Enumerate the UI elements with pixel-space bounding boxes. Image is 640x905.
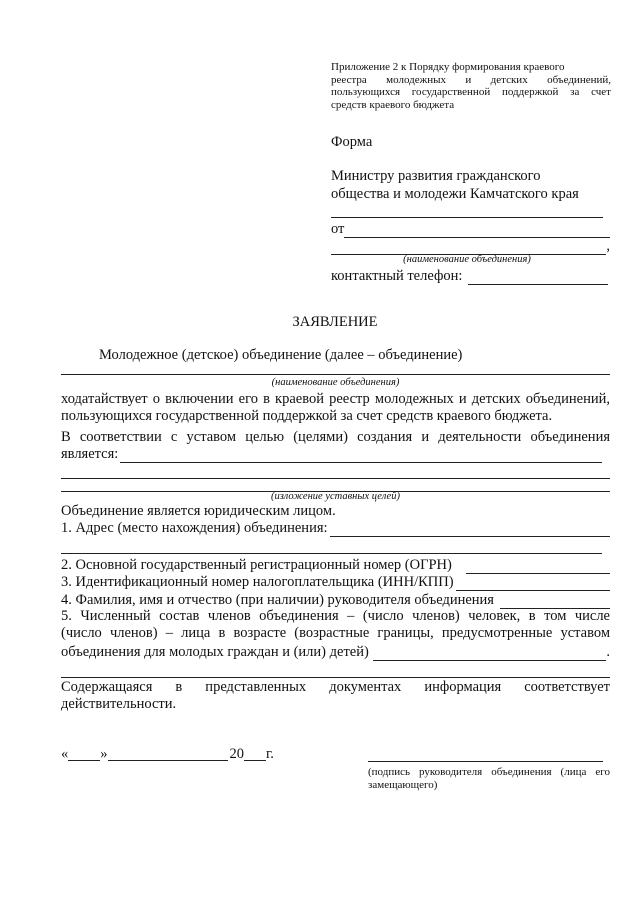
inn-blank[interactable] <box>456 577 610 591</box>
goals-line-1: В соответствии с уставом целью (целями) создания и деятельности объединения <box>61 429 610 445</box>
signature-caption-line-1: (подпись руководителя объединения (лица его <box>368 766 610 778</box>
ogrn-blank[interactable] <box>466 560 610 574</box>
from-blank[interactable] <box>344 224 610 238</box>
members-line-2: (число членов) – лица в возрасте (возрастные границы, предусмотренные уставом <box>61 625 610 641</box>
org-name-row <box>331 238 610 255</box>
date-row <box>61 746 274 763</box>
address-label: 1. Адрес (место нахождения) объединения: <box>61 520 328 536</box>
goals-row <box>61 446 602 463</box>
document-title: ЗАЯВЛЕНИЕ <box>292 314 378 330</box>
confirmation-line-2: действительности. <box>61 696 177 712</box>
year-suffix: г. <box>266 746 274 762</box>
appendix-note <box>331 61 611 111</box>
goals-caption: (изложение уставных целей) <box>271 491 400 502</box>
intro-text: Молодежное (детское) объединение (далее – объединение) <box>99 347 463 363</box>
phone-label: контактный телефон: <box>331 268 463 284</box>
signature-caption-line-2: замещающего) <box>368 778 438 791</box>
year-prefix: 20 <box>229 746 244 762</box>
appendix-line-3: пользующихся государственной поддержкой за счет <box>331 86 611 98</box>
goals-blank-1[interactable] <box>120 449 602 463</box>
year-blank[interactable] <box>244 760 266 761</box>
ogrn-row <box>61 557 610 574</box>
petition-line-1: ходатайствует о включении его в краевой реестр молодежных и детских объединений, <box>61 391 610 407</box>
legal-entity-text: Объединение является юридическим лицом. <box>61 503 336 519</box>
ogrn-label: 2. Основной государственный регистрационный номер (ОГРН) <box>61 557 452 573</box>
inn-row <box>61 574 610 591</box>
address-blank-2[interactable] <box>61 553 602 554</box>
members-label: объединения для молодых граждан и (или) детей) <box>61 644 369 660</box>
addressee-line-1: Министру развития гражданского <box>331 168 541 184</box>
comma: , <box>606 238 610 254</box>
association-name-blank[interactable] <box>61 374 610 375</box>
head-row <box>61 592 610 609</box>
members-line-1: 5. Численный состав членов объединения – (число членов) человек, в том числе <box>61 608 610 624</box>
members-blank[interactable] <box>373 647 607 661</box>
members-text <box>61 608 610 642</box>
members-period: . <box>606 644 610 660</box>
signature-blank[interactable] <box>368 761 603 762</box>
date-open-quote: « <box>61 746 69 762</box>
org-name-blank[interactable] <box>331 241 606 255</box>
form-label: Форма <box>331 134 373 150</box>
from-row <box>331 221 610 238</box>
addressee-blank-1[interactable] <box>331 217 603 218</box>
appendix-line-1: Приложение 2 к Порядку формирования краевого <box>331 61 565 73</box>
phone-row <box>331 268 608 285</box>
org-name-caption: (наименование объединения) <box>403 254 531 265</box>
address-row <box>61 520 610 537</box>
petition-text <box>61 391 610 425</box>
goals-blank-2[interactable] <box>61 478 610 479</box>
signature-caption <box>368 766 610 791</box>
confirmation-text <box>61 679 610 713</box>
from-label: от <box>331 221 345 237</box>
petition-line-2: пользующихся государственной поддержкой за счет средств краевого бюджета. <box>61 408 553 424</box>
phone-blank[interactable] <box>468 271 608 285</box>
head-label: 4. Фамилия, имя и отчество (при наличии) руководителя объединения <box>61 592 494 608</box>
members-row <box>61 644 610 661</box>
day-blank[interactable] <box>68 760 100 761</box>
confirmation-line-1: Содержащаяся в представленных документах информация соответствует <box>61 679 610 695</box>
inn-label: 3. Идентификационный номер налогоплательщика (ИНН/КПП) <box>61 574 454 590</box>
head-blank[interactable] <box>500 595 610 609</box>
month-blank[interactable] <box>108 760 228 761</box>
appendix-line-4: средств краевого бюджета <box>331 98 455 111</box>
addressee-line-2: общества и молодежи Камчатского края <box>331 186 579 202</box>
members-blank-2[interactable] <box>61 677 610 678</box>
association-name-caption: (наименование объединения) <box>271 377 400 388</box>
appendix-line-2: реестра молодежных и детских объединений, <box>331 73 611 86</box>
date-close-quote: » <box>100 746 108 762</box>
address-blank-1[interactable] <box>330 523 610 537</box>
goals-label: является: <box>61 446 119 462</box>
